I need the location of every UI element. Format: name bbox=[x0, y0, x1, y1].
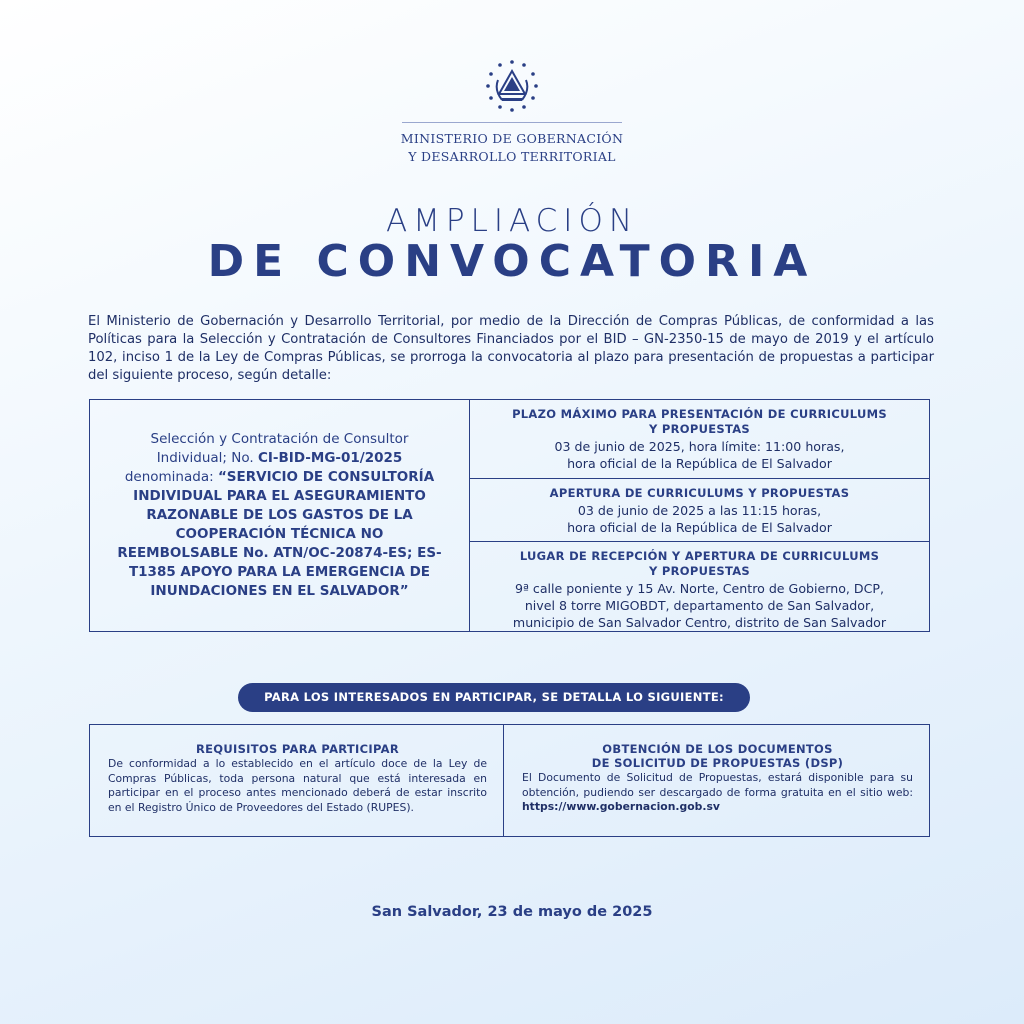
detail-text-line2: hora oficial de la República de El Salvador bbox=[567, 520, 832, 536]
ministry-name-line2: Y DESARROLLO TERRITORIAL bbox=[408, 149, 616, 164]
header-divider bbox=[402, 122, 622, 123]
detail-deadline bbox=[470, 400, 929, 479]
detail-text-line2: nivel 8 torre MIGOBDT, departamento de San Salvador, bbox=[524, 598, 875, 613]
interested-banner: PARA LOS INTERESADOS EN PARTICIPAR, SE DETALLA LO SIGUIENTE: bbox=[238, 683, 750, 712]
intro-paragraph: El Ministerio de Gobernación y Desarrollo Territorial, por medio de la Dirección de Compras Públicas, de conformidad a las Políticas para la Selección y Contratación de Consultores Financiados por el BID – GN-2350-15 de mayo de 2019 y el artículo 102, inciso 1 de la Ley de Compras Públicas, se prorroga la convocatoria al plazo para presentación de propuestas a participar del siguiente proceso, según detalle: bbox=[88, 314, 934, 383]
detail-heading-line2: Y PROPUESTAS bbox=[648, 564, 751, 578]
process-code: CI-BID-MG-01/2025 bbox=[257, 450, 403, 466]
documents-heading-line1: OBTENCIÓN DE LOS DOCUMENTOS bbox=[602, 742, 833, 756]
detail-text-line1: 9ª calle poniente y 15 Av. Norte, Centro de Gobierno, DCP, bbox=[514, 581, 885, 596]
ministry-name-line1: MINISTERIO DE GOBERNACIÓN bbox=[400, 131, 624, 146]
documents-heading-line2: DE SOLICITUD DE PROPUESTAS (DSP) bbox=[591, 756, 844, 770]
detail-text-line3: municipio de San Salvador Centro, distrito de San Salvador bbox=[512, 615, 887, 630]
process-table bbox=[89, 399, 930, 632]
detail-heading-line1: APERTURA DE CURRICULUMS Y PROPUESTAS bbox=[549, 486, 850, 501]
participation-info bbox=[89, 724, 930, 837]
documents-section bbox=[504, 725, 929, 836]
documents-text-body: El Documento de Solicitud de Propuestas, estará disponible para su obtención, pudiendo ser descargado de forma gratuita en el sitio web: bbox=[522, 771, 913, 799]
detail-text bbox=[470, 438, 929, 472]
footer-date: San Salvador, 23 de mayo de 2025 bbox=[371, 904, 653, 920]
detail-heading-line1: LUGAR DE RECEPCIÓN Y APERTURA DE CURRICULUMS bbox=[519, 549, 880, 563]
requirements-section bbox=[90, 725, 504, 836]
process-description bbox=[90, 400, 470, 631]
detail-text-line2: hora oficial de la República de El Salvador bbox=[567, 456, 832, 471]
detail-heading-line1: PLAZO MÁXIMO PARA PRESENTACIÓN DE CURRICULUMS bbox=[512, 407, 887, 421]
ministry-name bbox=[312, 130, 712, 166]
requirements-text: De conformidad a lo establecido en el artículo doce de la Ley de Compras Públicas, toda persona natural que está interesada en participar en el proceso antes mencionado deberá de estar inscrito en el Registro Único de Proveedores del Estado (RUPES). bbox=[108, 757, 487, 814]
process-denominada: denominada: bbox=[124, 469, 218, 485]
page-title-line2: DE CONVOCATORIA bbox=[207, 236, 817, 287]
process-details bbox=[470, 400, 929, 631]
requirements-heading: REQUISITOS PARA PARTICIPAR bbox=[196, 742, 399, 756]
detail-text-line1: 03 de junio de 2025, hora límite: 11:00 horas, bbox=[554, 439, 845, 454]
process-description-text bbox=[114, 430, 445, 601]
detail-text bbox=[470, 502, 929, 536]
detail-heading bbox=[470, 549, 929, 579]
detail-heading-line2: Y PROPUESTAS bbox=[648, 422, 751, 436]
detail-text bbox=[470, 580, 929, 631]
documents-url-link[interactable]: https://www.gobernacion.gob.sv bbox=[522, 800, 720, 813]
detail-heading bbox=[470, 407, 929, 437]
detail-text-line1: 03 de junio de 2025 a las 11:15 horas, bbox=[577, 503, 822, 519]
detail-heading bbox=[470, 486, 929, 501]
documents-text bbox=[522, 771, 913, 815]
coat-of-arms-icon bbox=[482, 56, 542, 116]
detail-location bbox=[470, 542, 929, 631]
process-prefix: Selección y Contratación de Consultor Individual; No. bbox=[150, 431, 409, 466]
documents-heading bbox=[522, 742, 913, 770]
page-title-line1: AMPLIACIÓN bbox=[385, 203, 639, 239]
process-name: “SERVICIO DE CONSULTORÍA INDIVIDUAL PARA EL ASEGURAMIENTO RAZONABLE DE LOS GASTOS DE LA COOPERACIÓN TÉCNICA NO REEMBOLSABLE No. ATN/OC-20874-ES; ES-T1385 APOYO PARA LA EMERGENCIA DE INUNDACIONES EN EL SALVADOR” bbox=[117, 469, 442, 599]
detail-opening bbox=[470, 479, 929, 542]
